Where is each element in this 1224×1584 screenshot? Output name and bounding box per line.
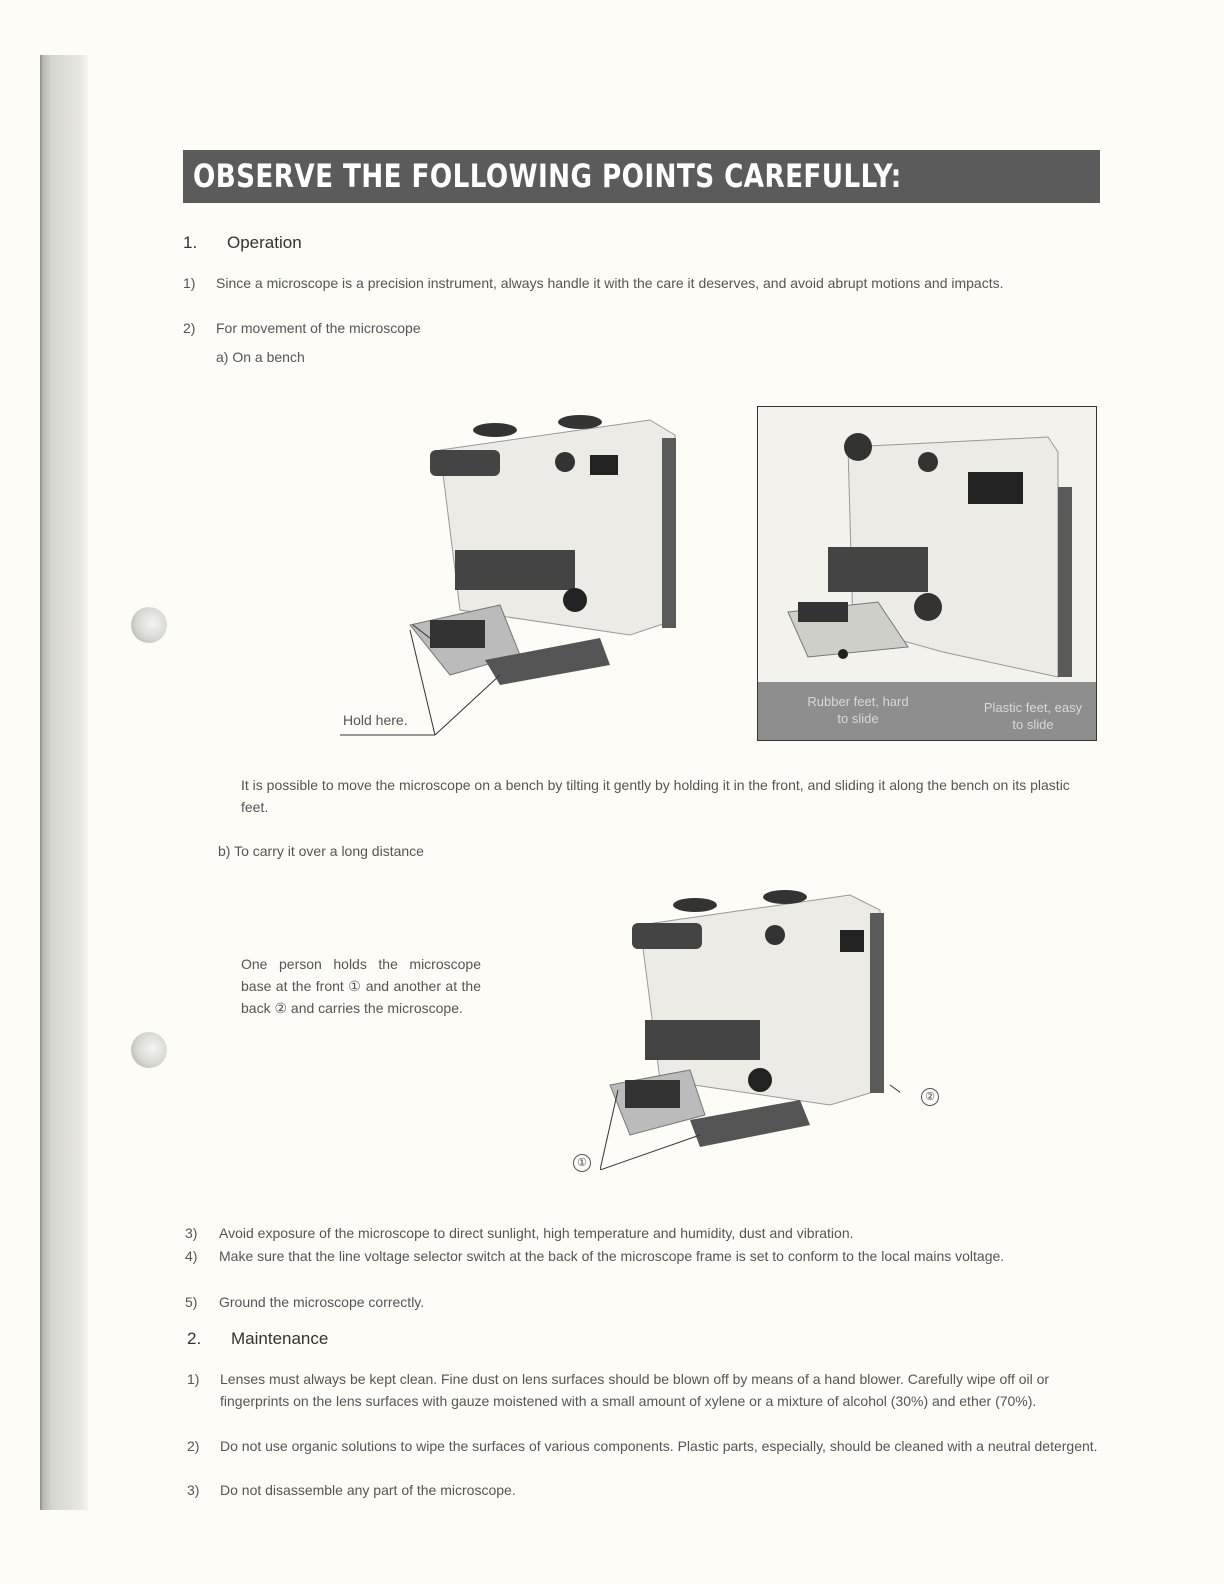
section-title: Operation [227,233,302,252]
section-title: Maintenance [231,1329,329,1348]
list-item: 2) Do not use organic solutions to wipe the surfaces of various components. Plastic parts, especially, should be cleaned with a neutral detergent. [187,1438,1098,1454]
binder-edge [40,55,88,1510]
marker-back: ② [921,1088,939,1106]
list-item: 2) For movement of the microscope [183,320,421,336]
marker-front: ① [573,1154,591,1172]
list-item: 5) Ground the microscope correctly. [185,1294,425,1310]
section-number: 2. [187,1329,202,1348]
page-title-banner: OBSERVE THE FOLLOWING POINTS CAREFULLY: [183,150,1100,203]
list-item: 3) Avoid exposure of the microscope to direct sunlight, high temperature and humidity, dust and vibration. [185,1225,854,1241]
list-item: 4) Make sure that the line voltage selector switch at the back of the microscope frame is set to conform to the local mains voltage. [185,1248,1005,1264]
microscope-photo-side [757,406,1097,741]
rubber-feet-caption: Rubber feet, hard to slide [807,694,909,726]
list-item: 1) Lenses must always be kept clean. Fine dust on lens surfaces should be blown off by means of a hand blower. Carefully wipe off oil or fingerprints on the lens surfaces with gauze moistened with a small amount of xylene or a mixture of alcohol (30%) and ether (70%). [187,1371,1050,1409]
section-heading-operation [183,233,302,253]
punch-hole [131,1032,167,1068]
microscope-side-image [758,407,1097,687]
subheading-carry: b) To carry it over a long distance [218,843,424,859]
bench-paragraph: It is possible to move the microscope on a bench by tilting it gently by holding it in the front, and sliding it along the bench on its plastic feet. [241,777,1070,815]
carry-paragraph: One person holds the microscope base at the front ① and another at the back ② and carries the microscope. [241,956,481,1016]
punch-hole [131,607,167,643]
section-number: 1. [183,233,198,252]
list-item: 3) Do not disassemble any part of the microscope. [187,1482,516,1498]
hold-here-label: Hold here. [343,712,408,728]
list-item: 1) Since a microscope is a precision instrument, always handle it with the care it deserves, and avoid abrupt motions and impacts. [183,275,1004,291]
microscope-photo-carry [600,885,900,1170]
section-heading-maintenance [187,1329,328,1349]
plastic-feet-caption: Plastic feet, easy to slide [983,700,1083,732]
subheading-on-bench: a) On a bench [216,349,305,365]
